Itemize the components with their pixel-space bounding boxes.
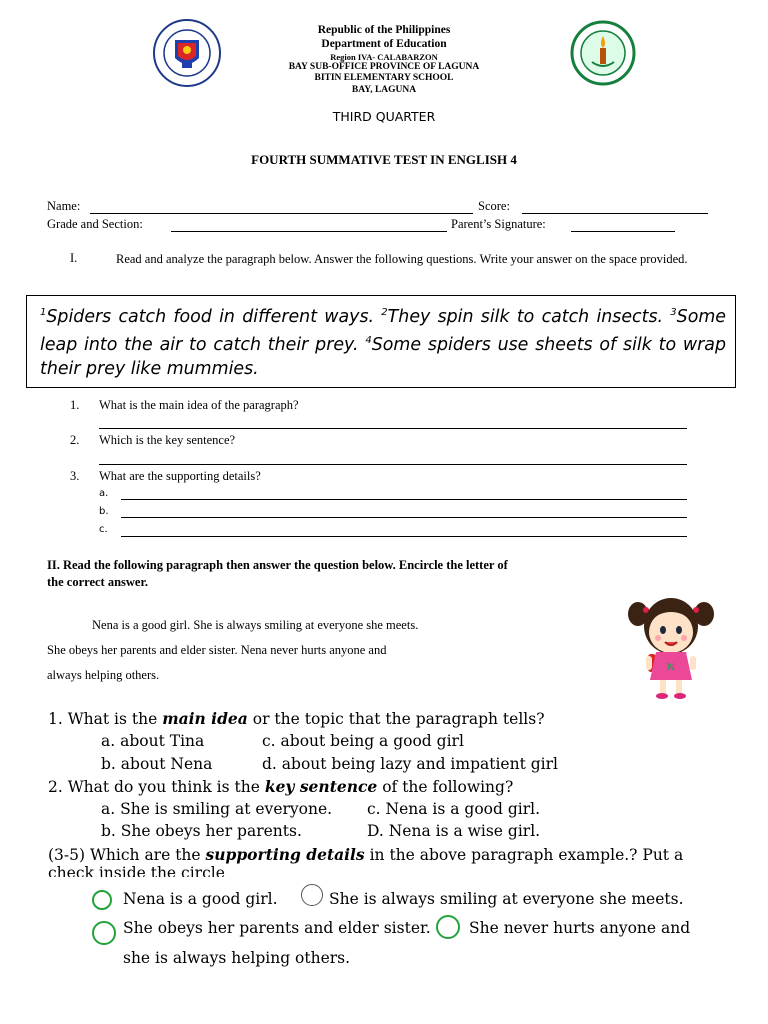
mcq2-option-d[interactable]: D. Nena is a wise girl. xyxy=(367,822,541,840)
mcq3-question-emphasis: supporting details xyxy=(205,845,365,864)
header-department: Department of Education xyxy=(321,38,447,50)
q3-text: What are the supporting details? xyxy=(99,469,261,483)
nena-paragraph-line3: always helping others. xyxy=(47,668,160,682)
header-school: BITIN ELEMENTARY SCHOOL xyxy=(314,73,454,83)
test-title: FOURTH SUMMATIVE TEST IN ENGLISH 4 xyxy=(251,152,517,167)
q2-answer-line[interactable] xyxy=(99,464,687,465)
sentence-1-number: 1 xyxy=(40,307,47,318)
score-field[interactable] xyxy=(522,213,708,214)
part2-heading-line2: the correct answer. xyxy=(47,575,149,589)
option1-check-circle[interactable] xyxy=(92,890,112,910)
q3-number: 3. xyxy=(70,469,80,483)
option2-check-circle[interactable] xyxy=(301,884,323,906)
girl-shirt-letter: N xyxy=(667,662,675,673)
spiders-paragraph xyxy=(40,301,726,381)
score-label: Score: xyxy=(478,199,510,213)
quarter-label: THIRD QUARTER xyxy=(332,109,436,124)
mcq3-question-line2: check inside the circle xyxy=(48,864,225,877)
nena-paragraph-line2: She obeys her parents and elder sister. Nena never hurts anyone and xyxy=(47,643,387,657)
sentence-2: They spin silk to catch insects. xyxy=(387,306,671,327)
q1-text: What is the main idea of the paragraph? xyxy=(99,398,299,412)
mcq2-question-post: of the following? xyxy=(377,778,514,796)
grade-section-label: Grade and Section: xyxy=(47,217,143,231)
mcq1-question xyxy=(48,709,545,728)
header-region: Region IVA- CALABARZON xyxy=(330,52,438,62)
q1-answer-line[interactable] xyxy=(99,428,687,429)
mcq2-question-pre: 2. What do you think is the xyxy=(48,778,265,796)
q1-number: 1. xyxy=(70,398,80,412)
detail-b-letter: b. xyxy=(99,506,109,517)
detail-c-line[interactable] xyxy=(121,536,687,537)
detail-a-letter: a. xyxy=(99,488,109,499)
mcq2-option-a[interactable]: a. She is smiling at everyone. xyxy=(101,800,333,818)
parent-signature-label: Parent’s Signature: xyxy=(451,217,546,231)
mcq1-question-post: or the topic that the paragraph tells? xyxy=(247,710,545,728)
detail-c-letter: c. xyxy=(99,524,108,535)
detail-a-line[interactable] xyxy=(121,499,687,500)
sentence-4: Some spiders use sheets of silk to wrap their prey like mummies. xyxy=(40,334,726,379)
grade-section-field[interactable] xyxy=(171,231,447,232)
sentence-2-number: 2 xyxy=(381,307,388,318)
header-suboffice: BAY SUB-OFFICE PROVINCE OF LAGUNA xyxy=(288,62,480,72)
mcq1-question-pre: 1. What is the xyxy=(48,710,163,728)
nena-paragraph-line1: Nena is a good girl. She is always smiling at everyone she meets. xyxy=(92,618,419,632)
option3-check-circle[interactable] xyxy=(92,921,116,945)
sentence-3: Some leap into the air to catch their prey. xyxy=(40,306,726,355)
part2-heading-line1: II. Read the following paragraph then answer the question below. Encircle the letter of xyxy=(47,558,508,572)
option1-text: Nena is a good girl. xyxy=(123,890,278,908)
option4-text: She never hurts anyone and xyxy=(469,919,691,937)
mcq3-question xyxy=(48,845,738,864)
mcq1-question-emphasis: main idea xyxy=(162,709,248,728)
parent-signature-field[interactable] xyxy=(571,231,675,232)
mcq1-option-b[interactable]: b. about Nena xyxy=(101,755,213,773)
sentence-3-number: 3 xyxy=(670,307,677,318)
option4-text-continued: she is always helping others. xyxy=(123,949,351,967)
detail-b-line[interactable] xyxy=(121,517,687,518)
mcq2-question xyxy=(48,777,513,796)
sentence-4-number: 4 xyxy=(365,334,372,346)
part1-instruction: Read and analyze the paragraph below. Answer the following questions. Write your answer on the space provided. xyxy=(116,252,688,266)
mcq2-option-b[interactable]: b. She obeys her parents. xyxy=(101,822,302,840)
header-location: BAY, LAGUNA xyxy=(351,85,417,95)
mcq3-question-pre: (3-5) Which are the xyxy=(48,846,206,864)
option2-text: She is always smiling at everyone she meets. xyxy=(329,890,684,908)
mcq2-option-c[interactable]: c. Nena is a good girl. xyxy=(367,800,541,818)
mcq1-option-c[interactable]: c. about being a good girl xyxy=(262,732,464,750)
option4-check-circle[interactable] xyxy=(436,915,460,939)
sentence-1: Spiders catch food in different ways. xyxy=(46,306,382,327)
option3-text: She obeys her parents and elder sister. xyxy=(123,919,431,937)
mcq2-question-emphasis: key sentence xyxy=(264,777,378,796)
q2-number: 2. xyxy=(70,433,80,447)
part1-numeral: I. xyxy=(70,251,78,265)
name-label: Name: xyxy=(47,199,81,213)
q2-text: Which is the key sentence? xyxy=(99,433,236,447)
mcq3-question-post: in the above paragraph example.? Put a xyxy=(364,846,684,864)
header-republic: Republic of the Philippines xyxy=(317,24,451,36)
name-field[interactable] xyxy=(90,213,473,214)
mcq1-option-d[interactable]: d. about being lazy and impatient girl xyxy=(262,755,558,773)
girl-illustration xyxy=(626,590,716,702)
mcq1-option-a[interactable]: a. about Tina xyxy=(101,732,205,750)
